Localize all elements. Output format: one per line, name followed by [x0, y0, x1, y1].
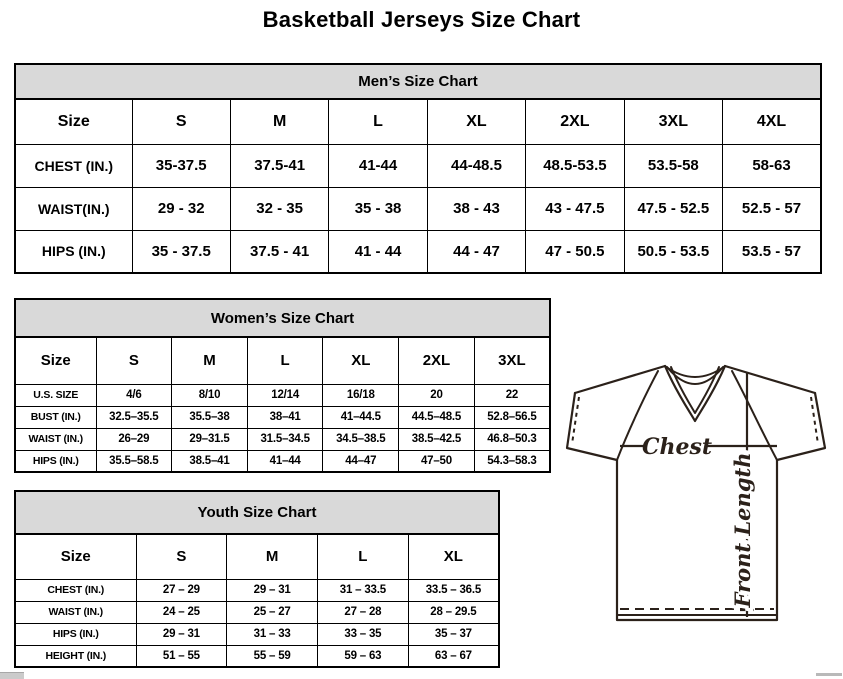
size-value-cell: 12/14: [247, 384, 323, 406]
size-value-cell: 29 - 32: [132, 187, 230, 230]
size-value-cell: 35 - 37.5: [132, 230, 230, 273]
size-value-cell: 52.8–56.5: [474, 406, 550, 428]
jersey-dashed-lines: [572, 397, 818, 609]
size-value-cell: 41 - 44: [329, 230, 427, 273]
size-value-cell: 38 - 43: [427, 187, 525, 230]
size-value-cell: 38.5–42.5: [399, 428, 475, 450]
row-label-cell: CHEST (IN.): [15, 144, 132, 187]
size-value-cell: 63 – 67: [408, 645, 499, 667]
youth-column-header: L: [318, 534, 409, 579]
table-row: [15, 601, 499, 623]
womens-table: [14, 336, 551, 473]
row-label-cell: HEIGHT (IN.): [15, 645, 136, 667]
jersey-measurement-diagram: [558, 354, 836, 626]
size-value-cell: 35 – 37: [408, 623, 499, 645]
youth-column-header: Size: [15, 534, 136, 579]
size-value-cell: 37.5-41: [230, 144, 328, 187]
mens-column-header: S: [132, 99, 230, 144]
size-value-cell: 20: [399, 384, 475, 406]
table-row: [15, 579, 499, 601]
mens-header-row: [15, 99, 821, 144]
size-value-cell: 41-44: [329, 144, 427, 187]
row-label-cell: HIPS (IN.): [15, 230, 132, 273]
row-label-cell: WAIST (IN.): [15, 601, 136, 623]
size-value-cell: 44.5–48.5: [399, 406, 475, 428]
row-label-cell: HIPS (IN.): [15, 450, 96, 472]
size-value-cell: 27 – 28: [318, 601, 409, 623]
size-value-cell: 34.5–38.5: [323, 428, 399, 450]
size-value-cell: 25 – 27: [227, 601, 318, 623]
size-value-cell: 24 – 25: [136, 601, 227, 623]
size-value-cell: 33 – 35: [318, 623, 409, 645]
size-value-cell: 44–47: [323, 450, 399, 472]
size-value-cell: 38.5–41: [172, 450, 248, 472]
mens-column-header: L: [329, 99, 427, 144]
size-value-cell: 52.5 - 57: [723, 187, 821, 230]
womens-size-chart: [14, 298, 551, 473]
size-value-cell: 55 – 59: [227, 645, 318, 667]
mens-column-header: Size: [15, 99, 132, 144]
youth-table: [14, 533, 500, 668]
size-value-cell: 28 – 29.5: [408, 601, 499, 623]
size-value-cell: 59 – 63: [318, 645, 409, 667]
chest-label: Chest: [641, 434, 713, 460]
size-value-cell: 32 - 35: [230, 187, 328, 230]
table-row: [15, 645, 499, 667]
row-label-cell: WAIST(IN.): [15, 187, 132, 230]
mens-column-header: 4XL: [723, 99, 821, 144]
size-value-cell: 16/18: [323, 384, 399, 406]
youth-size-chart: [14, 490, 500, 668]
size-value-cell: 35.5–58.5: [96, 450, 172, 472]
size-value-cell: 29–31.5: [172, 428, 248, 450]
womens-column-header: L: [247, 337, 323, 384]
womens-chart-title: Women’s Size Chart: [14, 298, 551, 338]
row-label-cell: WAIST (IN.): [15, 428, 96, 450]
size-value-cell: 35 - 38: [329, 187, 427, 230]
size-value-cell: 43 - 47.5: [526, 187, 624, 230]
mens-table: [14, 98, 822, 274]
row-label-cell: CHEST (IN.): [15, 579, 136, 601]
size-value-cell: 58-63: [723, 144, 821, 187]
womens-column-header: Size: [15, 337, 96, 384]
size-value-cell: 41–44.5: [323, 406, 399, 428]
size-value-cell: 48.5-53.5: [526, 144, 624, 187]
front-length-label: Front Length: [730, 452, 755, 608]
size-value-cell: 4/6: [96, 384, 172, 406]
youth-column-header: M: [227, 534, 318, 579]
size-value-cell: 26–29: [96, 428, 172, 450]
size-value-cell: 53.5-58: [624, 144, 722, 187]
size-value-cell: 47–50: [399, 450, 475, 472]
page-title: Basketball Jerseys Size Chart: [262, 7, 581, 32]
table-row: [15, 450, 550, 472]
youth-column-header: S: [136, 534, 227, 579]
size-value-cell: 35.5–38: [172, 406, 248, 428]
mens-column-header: 2XL: [526, 99, 624, 144]
jersey-outline: [567, 366, 825, 620]
mens-column-header: 3XL: [624, 99, 722, 144]
youth-chart-title: Youth Size Chart: [14, 490, 500, 535]
youth-column-header: XL: [408, 534, 499, 579]
size-value-cell: 47 - 50.5: [526, 230, 624, 273]
womens-column-header: XL: [323, 337, 399, 384]
size-value-cell: 37.5 - 41: [230, 230, 328, 273]
size-value-cell: 32.5–35.5: [96, 406, 172, 428]
table-row: [15, 144, 821, 187]
jersey-diagram-svg: [558, 354, 836, 626]
table-row: [15, 230, 821, 273]
size-value-cell: 29 – 31: [227, 579, 318, 601]
womens-column-header: S: [96, 337, 172, 384]
size-value-cell: 29 – 31: [136, 623, 227, 645]
size-value-cell: 53.5 - 57: [723, 230, 821, 273]
youth-header-row: [15, 534, 499, 579]
size-value-cell: 33.5 – 36.5: [408, 579, 499, 601]
table-row: [15, 428, 550, 450]
row-label-cell: BUST (IN.): [15, 406, 96, 428]
table-row: [15, 406, 550, 428]
mens-column-header: XL: [427, 99, 525, 144]
size-value-cell: 35-37.5: [132, 144, 230, 187]
womens-column-header: 3XL: [474, 337, 550, 384]
size-value-cell: 31.5–34.5: [247, 428, 323, 450]
size-value-cell: 22: [474, 384, 550, 406]
size-value-cell: 50.5 - 53.5: [624, 230, 722, 273]
size-value-cell: 31 – 33: [227, 623, 318, 645]
size-value-cell: 31 – 33.5: [318, 579, 409, 601]
table-row: [15, 187, 821, 230]
scrollbar-fragment-right[interactable]: [816, 673, 842, 676]
table-row: [15, 623, 499, 645]
womens-header-row: [15, 337, 550, 384]
womens-column-header: M: [172, 337, 248, 384]
size-value-cell: 38–41: [247, 406, 323, 428]
row-label-cell: U.S. SIZE: [15, 384, 96, 406]
size-value-cell: 44-48.5: [427, 144, 525, 187]
size-value-cell: 46.8–50.3: [474, 428, 550, 450]
size-value-cell: 41–44: [247, 450, 323, 472]
size-value-cell: 27 – 29: [136, 579, 227, 601]
scrollbar-fragment-left[interactable]: [0, 672, 24, 679]
mens-chart-title: Men’s Size Chart: [14, 63, 822, 100]
mens-column-header: M: [230, 99, 328, 144]
row-label-cell: HIPS (IN.): [15, 623, 136, 645]
table-row: [15, 384, 550, 406]
womens-column-header: 2XL: [399, 337, 475, 384]
mens-size-chart: [14, 63, 822, 274]
size-value-cell: 8/10: [172, 384, 248, 406]
size-value-cell: 44 - 47: [427, 230, 525, 273]
size-value-cell: 47.5 - 52.5: [624, 187, 722, 230]
size-value-cell: 51 – 55: [136, 645, 227, 667]
size-value-cell: 54.3–58.3: [474, 450, 550, 472]
